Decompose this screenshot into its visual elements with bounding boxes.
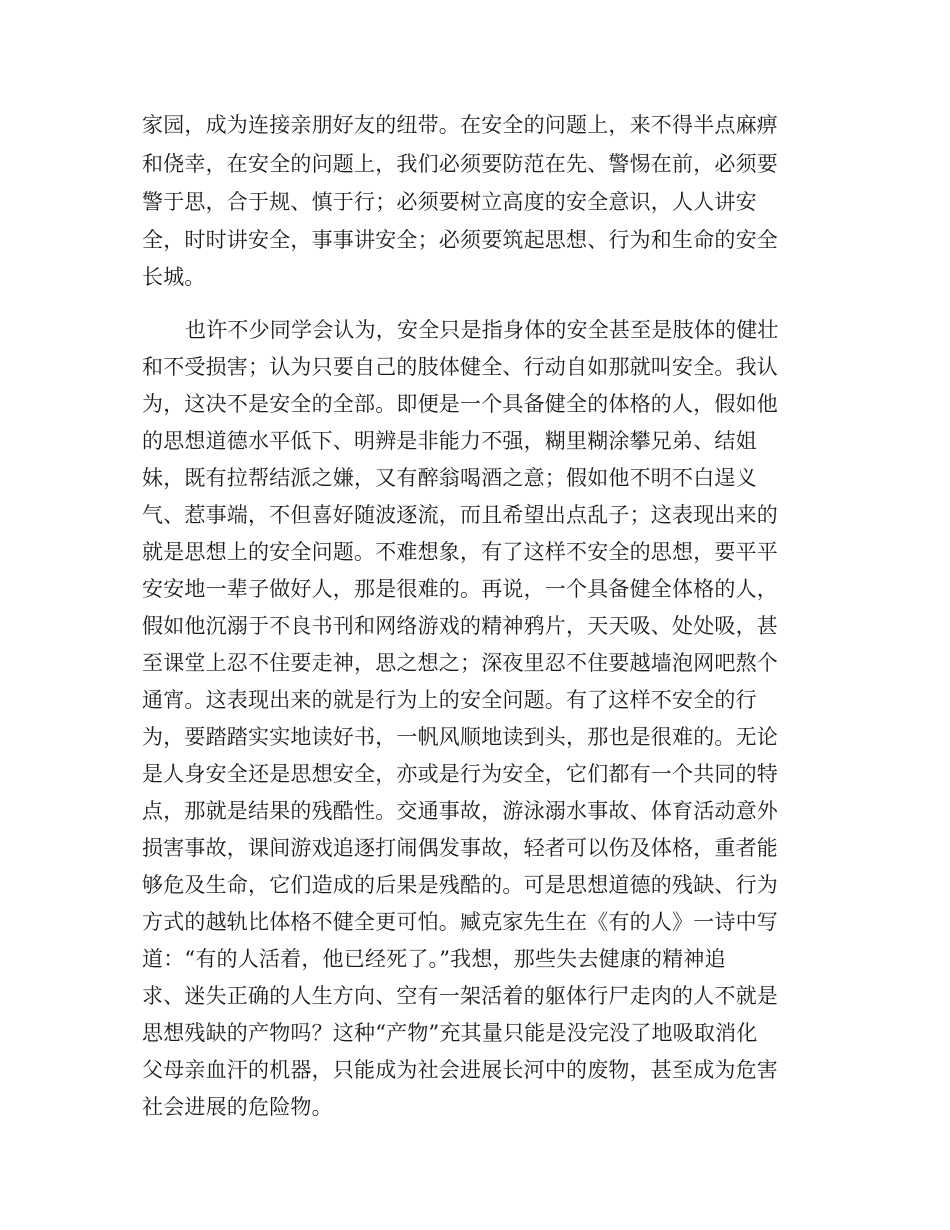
- text-line: 父母亲血汗的机器，只能成为社会进展长河中的废物，甚至成为危害: [142, 1058, 778, 1082]
- text-line: 思想残缺的产物吗？这种“产物”充其量只能是没完没了地吸取消化: [142, 1021, 758, 1045]
- text-line: 是人身安全还是思想安全，亦或是行为安全，它们都有一个共同的特: [142, 762, 778, 786]
- text-line: 就是思想上的安全问题。不难想象，有了这样不安全的思想，要平平: [142, 540, 778, 564]
- text-line: 和侥幸，在安全的问题上，我们必须要防范在先、警惕在前，必须要: [142, 152, 778, 176]
- text-line: 警于思，合于规、慎于行；必须要树立高度的安全意识，人人讲安: [142, 190, 757, 214]
- text-line: 假如他沉溺于不良书刊和网络游戏的精神鸦片，天天吸、处处吸，甚: [142, 614, 778, 638]
- text-line: 家园，成为连接亲朋好友的纽带。在安全的问题上，来不得半点麻痹: [142, 113, 778, 137]
- text-line: 也许不少同学会认为，安全只是指身体的安全甚至是肢体的健壮: [185, 318, 779, 342]
- text-line: 的思想道德水平低下、明辨是非能力不强，糊里糊涂攀兄弟、结姐: [142, 429, 757, 453]
- text-line: 为，要踏踏实实地读好书，一帆风顺地读到头，那也是很难的。无论: [142, 725, 778, 749]
- text-line: 够危及生命，它们造成的后果是残酷的。可是思想道德的残缺、行为: [142, 873, 778, 897]
- text-line: 为，这决不是安全的全部。即便是一个具备健全的体格的人，假如他: [142, 392, 778, 416]
- text-line: 和不受损害；认为只要自己的肢体健全、行动自如那就叫安全。我认: [142, 355, 778, 379]
- text-line: 至课堂上忍不住要走神，思之想之；深夜里忍不住要越墙泡网吧熬个: [142, 651, 778, 675]
- text-line: 长城。: [142, 265, 206, 289]
- text-line: 社会进展的危险物。: [142, 1095, 333, 1119]
- text-line: 妹，既有拉帮结派之嫌，又有醉翁喝酒之意；假如他不明不白逞义: [142, 466, 757, 490]
- text-line: 通宵。这表现出来的就是行为上的安全问题。有了这样不安全的行: [142, 688, 757, 712]
- text-line: 点，那就是结果的残酷性。交通事故，游泳溺水事故、体育活动意外: [142, 799, 778, 823]
- text-line: 方式的越轨比体格不健全更可怕。臧克家先生在《有的人》一诗中写: [142, 910, 778, 934]
- text-line: 求、迷失正确的人生方向、空有一架活着的躯体行尸走肉的人不就是: [142, 984, 778, 1008]
- text-line: 损害事故，课间游戏追逐打闹偶发事故，轻者可以伤及体格，重者能: [142, 836, 778, 860]
- text-line: 气、惹事端，不但喜好随波逐流，而且希望出点乱子；这表现出来的: [142, 503, 778, 527]
- text-line: 安安地一辈子做好人，那是很难的。再说，一个具备健全体格的人，: [142, 577, 778, 601]
- text-line: 全，时时讲安全，事事讲安全；必须要筑起思想、行为和生命的安全: [142, 228, 778, 252]
- text-line: 道：“有的人活着，他已经死了。”我想，那些失去健康的精神追: [142, 947, 726, 971]
